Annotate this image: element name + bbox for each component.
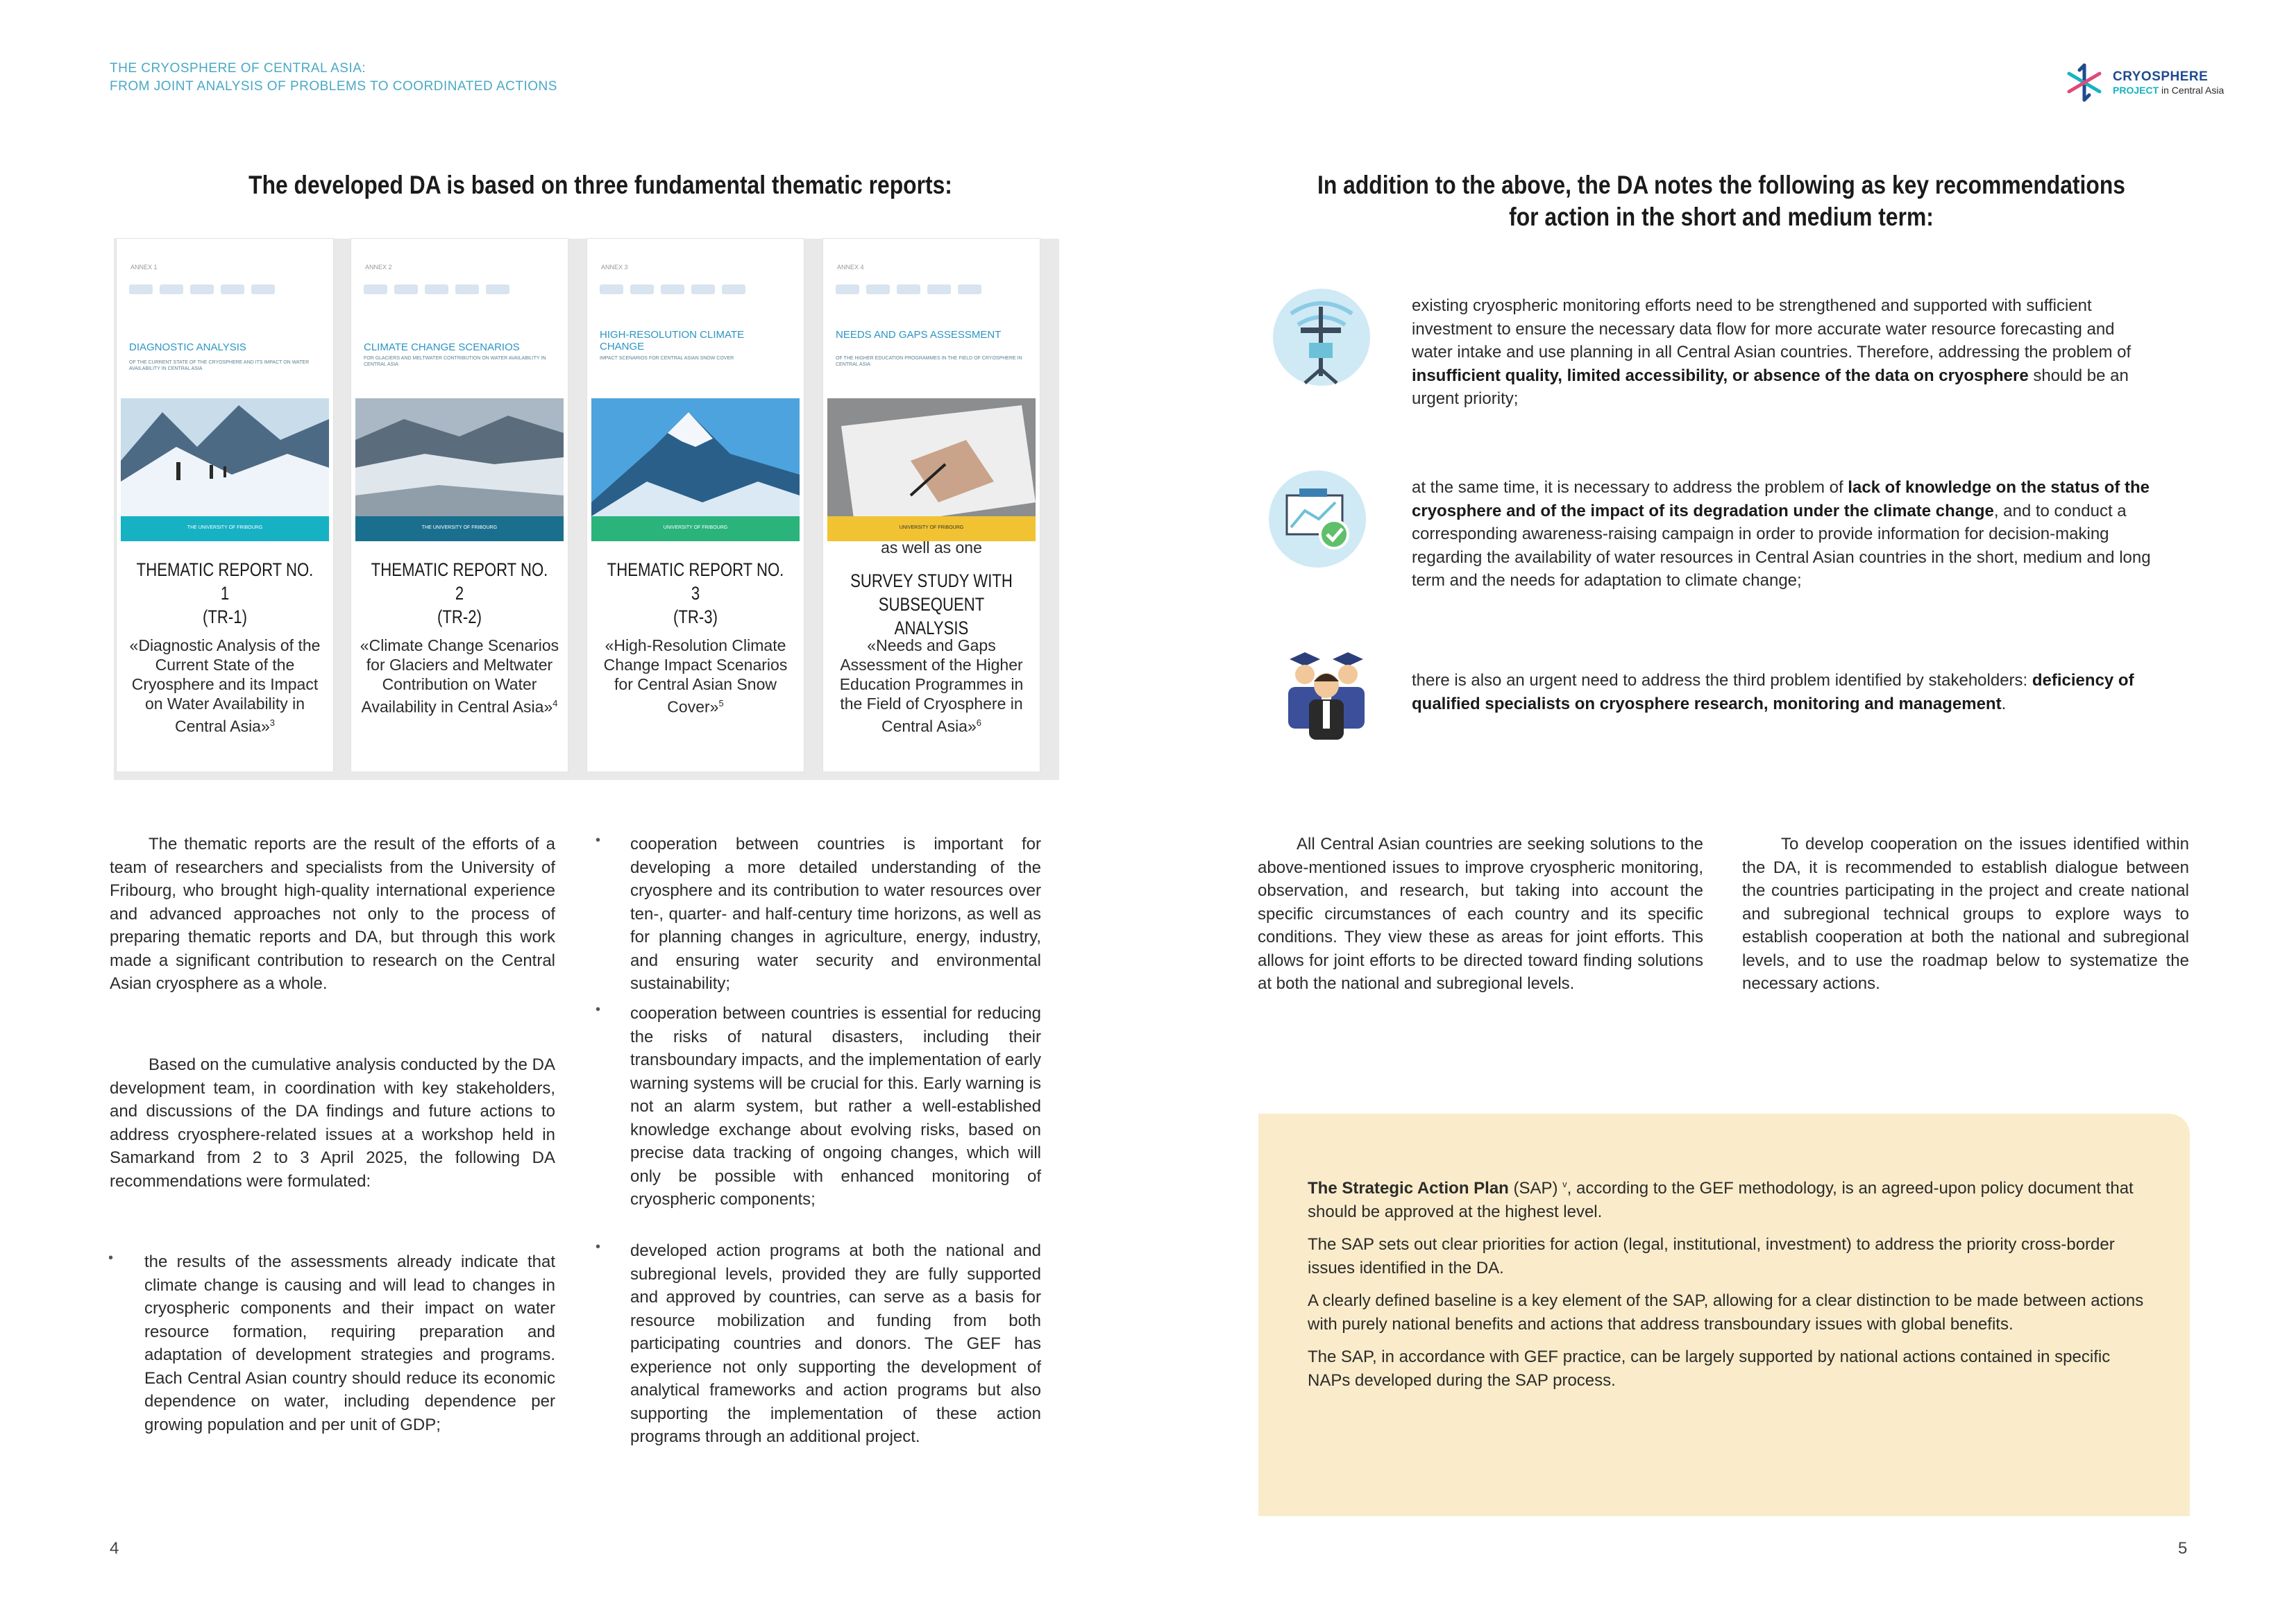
sap-definition: The Strategic Action Plan (SAP) $^v$, according to the GEF methodology, is an agreed-upon policy document that should be approved at the highest level.: [1308, 1179, 2134, 1221]
running-header: [110, 60, 557, 96]
bullet-dot: •: [596, 1239, 601, 1255]
data-review-icon: [1266, 468, 1369, 570]
partner-logos: [600, 284, 787, 300]
specialists-icon: [1270, 647, 1383, 741]
recommendation-bullet-2: cooperation between countries is important for developing a more detailed understanding of the cryosphere and its contribution to water resources over ten-, quarter- and half-century time horizons, as well as for planning changes in agriculture, energy, industry, and ensuring water security and environmental sustainability;: [630, 835, 1041, 993]
left-section-title: The developed DA is based on three fundamental thematic reports:: [248, 171, 952, 199]
report-title-tr1: THEMATIC REPORT NO. 1 (TR-1): [136, 559, 314, 627]
snowflake-icon: [2061, 60, 2107, 105]
report-title-tr3: THEMATIC REPORT NO. 3 (TR-3): [607, 559, 784, 627]
snow-hikers-photo: [121, 398, 329, 529]
sap-baseline: A clearly defined baseline is a key element of the SAP, allowing for a clear distinction to be made between actions with purely national benefits and actions that address transboundary issues with global benefits.: [1308, 1291, 2144, 1334]
partner-logos: [129, 284, 316, 300]
bullet-dot: •: [108, 1250, 114, 1266]
partner-logos: [364, 284, 551, 300]
key-recommendation-2: at the same time, it is necessary to address the problem of lack of knowledge on the status of the cryosphere and of the impact of its degradation under the climate change, and to conduct a corresponding awareness-raising campaign in order to provide information for decision-making regarding the availability of water resources in Central Asian countries in the short, medium and long term and the needs for adaptation to climate change;: [1412, 478, 2151, 590]
key-recommendation-3: there is also an urgent need to address the third problem identified by stakeholders: deficiency of qualified specialists on cryosphere research, monitoring and management.: [1412, 671, 2134, 713]
report-desc-survey: «Needs and Gaps Assessment of the Higher Education Programmes in the Field of Cryosphere in Central Asia»$^6$: [839, 636, 1024, 736]
logo-word-project: PROJECT in Central Asia: [2113, 85, 2225, 96]
report-desc-tr3: «High-Resolution Climate Change Impact Scenarios for Central Asian Snow Cover»$^5$: [603, 636, 788, 716]
writing-hand-photo: [827, 398, 1036, 529]
report-desc-tr1: «Diagnostic Analysis of the Current State of the Cryosphere and its Impact on Water Availability in Central Asia»$^3$: [129, 636, 321, 736]
report-cover-tr2: ANNEX 2 CLIMATE CHANGE SCENARIOS FOR GLACIERS AND MELTWATER CONTRIBUTION ON WATER AVAILABILITY IN CENTRAL ASIA THE UNIVERSITY OF FRIBOURG: [355, 250, 564, 541]
right-paragraph-1: All Central Asian countries are seeking solutions to the above-mentioned issues to improve cryospheric monitoring, observation, and research, but taking into account the specific circumstances of each country and its specific conditions. They view these as areas for joint efforts. This allows for joint efforts to be directed toward finding solutions at both the national and subregional levels.: [1258, 835, 1703, 993]
page-number-right: 5: [2178, 1539, 2188, 1558]
recommendation-bullet-3: cooperation between countries is essential for reducing the risks of natural disasters, including their transboundary impacts, and the implementation of early warning systems will be crucial for this. Early warning is not an alarm system, but rather a well-established knowledge exchange about evolving risks, based on precise data tracking of ongoing changes, which will only be possible with enhanced monitoring of cryospheric components;: [630, 1004, 1041, 1209]
page-number-left: 4: [110, 1539, 119, 1558]
bullet-dot: •: [596, 1002, 601, 1017]
sap-callout-text: [1308, 1173, 2147, 1402]
thematic-reports-panel: [114, 239, 1059, 780]
header-line-2: FROM JOINT ANALYSIS OF PROBLEMS TO COORDINATED ACTIONS: [110, 79, 557, 94]
right-section-title: In addition to the above, the DA notes the following as key recommendations for action in the short and medium term:: [1317, 171, 2125, 231]
recommendation-bullet-1: the results of the assessments already indicate that climate change is causing and will lead to changes in cryospheric components and their impact on water resource formation, requiring preparation and adaptation of development strategies and programs. Each Central Asian country should reduce its economic dependence on water, including dependence per growing population and per unit of GDP;: [144, 1252, 555, 1434]
report-card-tr1: [117, 239, 333, 772]
report-card-tr3: [587, 239, 804, 772]
left-paragraph-1: The thematic reports are the result of the efforts of a team of researchers and specialists from the University of Fribourg, who brought high-quality international experience and advanced approaches not only to the process of preparing thematic reports and DA, but through this work made a significant contribution to research on the Central Asian cryosphere as a whole.: [110, 835, 555, 993]
key-recommendation-1: existing cryospheric monitoring efforts need to be strengthened and supported with sufficient investment to ensure the necessary data flow for more accurate water resource forecasting and water intake and use planning in all Central Asian countries. Therefore, addressing the problem of insufficient quality, limited accessibility, or absence of the data on cryosphere should be an urgent priority;: [1412, 296, 2132, 408]
sap-priorities: The SAP sets out clear priorities for action (legal, institutional, investment) to address the priority cross-border issues identified in the DA.: [1308, 1235, 2115, 1277]
right-paragraph-2: To develop cooperation on the issues identified within the DA, it is recommended to establish dialogue between the countries participating in the project and create national and subregional technical groups to explore ways to establish cooperation at both the national and subregional levels, and to use the roadmap below to systematize the necessary actions.: [1742, 835, 2189, 993]
cryosphere-project-logo: [2061, 60, 2228, 105]
report-card-tr2: [351, 239, 568, 772]
snow-mountain-photo: [591, 398, 800, 529]
report-card-survey: [823, 239, 1040, 772]
sap-national-actions: The SAP, in accordance with GEF practice, can be largely supported by national actions contained in specific NAPs developed during the SAP process.: [1308, 1348, 2111, 1390]
partner-logos: [836, 284, 1023, 300]
recommendation-bullet-4: developed action programs at both the national and subregional levels, provided they are fully supported and approved by countries, can serve as a basis for resource mobilization and funding from both participating countries and donors. The GEF has experience not only supporting the development of analytical frameworks and action programs but also supporting the implementation of these action programs through an additional project.: [630, 1241, 1041, 1446]
report-cover-tr1: ANNEX 1 DIAGNOSTIC ANALYSIS OF THE CURRENT STATE OF THE CRYOSPHERE AND ITS IMPACT ON WATER AVAILABILITY IN CENTRAL ASIA THE UNIVERSITY OF FRIBOURG: [121, 250, 329, 541]
header-line-1: THE CRYOSPHERE OF CENTRAL ASIA:: [110, 61, 366, 76]
left-paragraph-2: Based on the cumulative analysis conducted by the DA development team, in coordination with key stakeholders, and discussions of the DA findings and future actions to address cryosphere-related issues at a workshop held in Samarkand from 2 to 3 April 2025, the following DA recommendations were formulated:: [110, 1055, 555, 1191]
as-well-as-one-label: as well as one: [881, 538, 982, 556]
bullet-dot: •: [596, 833, 601, 848]
report-title-survey: SURVEY STUDY WITH SUBSEQUENT ANALYSIS: [850, 570, 1013, 638]
report-cover-survey: ANNEX 4 NEEDS AND GAPS ASSESSMENT OF THE HIGHER EDUCATION PROGRAMMES IN THE FIELD OF CRYOSPHERE IN CENTRAL ASIA UNIVERSITY OF FRIBOURG: [827, 250, 1036, 541]
report-title-tr2: THEMATIC REPORT NO. 2 (TR-2): [371, 559, 548, 627]
logo-word-cryosphere: CRYOSPHERE: [2113, 69, 2209, 84]
weather-station-icon: [1270, 286, 1373, 389]
report-desc-tr2: «Climate Change Scenarios for Glaciers and Meltwater Contribution on Water Availability in Central Asia»$^4$: [360, 636, 559, 716]
glacier-photo: [355, 398, 564, 529]
report-cover-tr3: ANNEX 3 HIGH-RESOLUTION CLIMATE CHANGE IMPACT SCENARIOS FOR CENTRAL ASIAN SNOW COVER UNIVERSITY OF FRIBOURG: [591, 250, 800, 541]
